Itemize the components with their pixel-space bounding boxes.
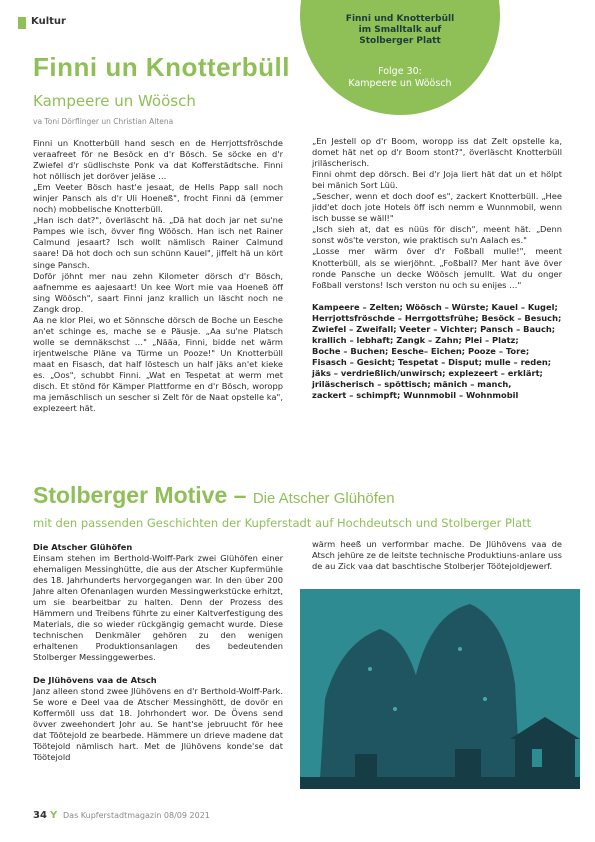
- article-column-2: [312, 136, 562, 401]
- glossary-line: jriläscherisch – spöttisch; mänich – manch,: [312, 378, 512, 389]
- glossary: [312, 302, 562, 401]
- magazine-name: Das Kupferstadtmagazin 08/09 2021: [63, 811, 210, 820]
- section-title-rest: Die Atscher Glühöfen: [252, 490, 395, 507]
- motive-column-1: [33, 542, 283, 763]
- episode-title: Kampeere un Wöösch: [348, 78, 452, 89]
- heading-platt: De Jlühövens vaa de Atsch: [33, 674, 157, 685]
- paragraph: Finni un Knotterbüll hand sesch en de Herrjottsfröschde veraafreet för ne Besöck en d'r Bösch. Se söcke en d'r Zwiefel d'r südlischste Ponk va dat Kofferstädtsche. Finni hot nöllisch jet doröver jeläse …: [33, 138, 283, 182]
- glossary-line: zackert – schimpft; Wunnmobil – Wohnmobil: [312, 390, 519, 401]
- glossary-line: Fisasch – Gesicht; Tespetat – Disput; mulle – reden;: [312, 356, 552, 367]
- paragraph: Aa ne klor Plei, wo et Sönnsche dörsch de Boche un Eesche an'et schinge es, mache se e Päusje. „Aa su'ne Platsch wolle se demnäkschst …" „Nääa, Finni, bidde net wärm irjentwelsche Pläne va Türme un Pooze!" Un Knotterbüll maat en Fisasch, dat half löstesch un half jäks an'et kieke es. „Oos", schubbt Finni. „Wat en Tespetat at werm met disch. Et stönd för Kämper Plattforme en d'r Bösch, woropp ma jemäschlisch un sescher si Zelt för de Naat opstelle ka", explezeert hät.: [33, 314, 283, 414]
- glossary-line: Zwiefel – Zweifall; Veeter – Vichter; Pansch – Bauch;: [312, 323, 556, 334]
- section-title: [33, 482, 395, 509]
- kilns-icon: [300, 589, 580, 789]
- paragraph: Einsam stehen im Berthold-Wolff-Park zwei Glühöfen einer ehemaligen Messinghütte, die aus der Atscher Kupfermühle des 18. Jahrhunderts hervorgegangen war. In den über 200 Jahre alten Ofenanlagen wurden Messingwerkstücke erhitzt, um sie bearbeitbar zu halten. Denn der Prozess des Hämmern und Treibens führte zu einer Kaltverfestigung des Materials, die so wieder rückgängig gemacht wurde. Diese technischen Denkmäler gehören zu den wenigen erhaltenen Produktionsanlagen des bedeutenden Stolberger Messinggewerbes.: [33, 553, 283, 663]
- paragraph: „Han isch dat?", överläscht hä. „Dä hat doch jar net su'ne Pampes wie isch, övver fing Wöösch. Han isch net Rainer Calmund jesaart? Isch wollt nämlisch Rainer Calmund saare! Dä hot doch och sun schünn Kauel", jiffelt hä un kört singe Pansch.: [33, 215, 283, 270]
- paragraph: Doför jöhnt mer nau zehn Kilometer dörsch d'r Bösch, aafnemme es aajesaart! Un kee Wort mie vaa Hoeneß öff sing Wöösch", saart Finni janz krallich un läscht noch ne Zangk drop.: [33, 270, 283, 314]
- paragraph: wärm heeß un verformbar mache. De Jlühövens vaa de Atsch jehüre ze de leitste technische Produktiuns-anlare uss de au Zick vaa dat baschtische Stolberjer Töötejoldjewerf.: [312, 539, 562, 572]
- paragraph: Janz alleen stond zwee Jlühövens en d'r Berthold-Wolff-Park. Se wore e Deel vaa de Atscher Messinghött, de dovör en Koffermöll uss dat 18. Johrhondert wor. De Övens send övver zweehondert Johr au. Se hant'se jebruucht för hee dat Töötejold ze bearbede. Hämmere un drieve madene dat Töötejold nämlisch hart. Met de Jlühövens konde'se dat Töötejold: [33, 685, 283, 762]
- kilns-illustration: [300, 589, 580, 789]
- teaser-line-1: Finni und Knotterbüll: [345, 14, 455, 24]
- teaser-line-2: im Smalltalk auf: [358, 25, 442, 35]
- section-marker: [18, 17, 26, 29]
- glossary-line: Herrjottsfröschde – Herrgottsfrühe; Besöck – Besuch;: [312, 312, 562, 323]
- paragraph: Finni ohmt dep dörsch. Bei d'r Joja liert hät dat un et hölpt bei mänich Sort Lüü.: [312, 169, 562, 191]
- section-label: Kultur: [31, 16, 66, 27]
- paragraph: „Isch sieh at, dat es nüüs för disch", meent hät. „Denn sonst wös'te verston, wie praktisch su'n Aalach es.": [312, 224, 562, 246]
- article-subtitle: Kampeere un Wöösch: [33, 92, 196, 110]
- page-number: 34: [33, 810, 47, 821]
- motive-column-2: [312, 539, 562, 572]
- paragraph: „Losse mer wärm över d'r Foßball mulle!", meent Knotterbüll, als se wierjöhnt. „Foßball? Mer hant äve över ronde Pansche un decke Wöösch jemullt. Wat du onger Foßball verstons! Isch verston nu och su enijes …": [312, 246, 562, 290]
- glossary-line: krallich – lebhaft; Zangk – Zahn; Plei – Platz;: [312, 334, 519, 345]
- glossary-line: Boche – Buchen; Eesche– Eichen; Pooze – Tore;: [312, 345, 530, 356]
- section-subtitle: mit den passenden Geschichten der Kupferstadt auf Hochdeutsch und Stolberger Platt: [33, 516, 532, 530]
- teaser-line-3: Stolberger Platt: [359, 36, 441, 46]
- glossary-line: Kampeere – Zelten; Wöösch – Würste; Kauel – Kugel;: [312, 301, 558, 312]
- article-byline: va Toni Dörflinger un Christian Altena: [33, 117, 174, 126]
- paragraph: „Em Veeter Bösch hast'e jesaat, de Hells Papp sall noch winjer Pansch als d'r Uli Hoeneß", frocht Finni dä (emmer noch) mobbelische Knotterbüll.: [33, 182, 283, 215]
- article-column-1: [33, 138, 283, 414]
- section-title-main: Stolberger Motive –: [33, 482, 247, 508]
- paragraph: „Sescher, wenn et doch doof es", zackert Knotterbüll. „Hee jidd'et doch jote Hotels öff isch nemm e Wunnmobil, wenn isch busse se wäll!": [312, 191, 562, 224]
- teaser-heading: [345, 14, 455, 47]
- heading-hochdeutsch: Die Atscher Glühöfen: [33, 542, 133, 552]
- footer-logo-mark: Y: [50, 810, 58, 821]
- glossary-line: jäks – verdrießlich/unwirsch; explezeert – erklärt;: [312, 367, 543, 378]
- episode-number: Folge 30:: [378, 66, 422, 77]
- article-title: Finni un Knotterbüll: [33, 52, 290, 82]
- paragraph: „En Jestell op d'r Boom, woropp iss dat Zelt opstelle ka, domet hät net op d'r Boom stont?", överläscht Knotterbüll jriläscherisch.: [312, 136, 562, 169]
- teaser-episode: [345, 66, 455, 90]
